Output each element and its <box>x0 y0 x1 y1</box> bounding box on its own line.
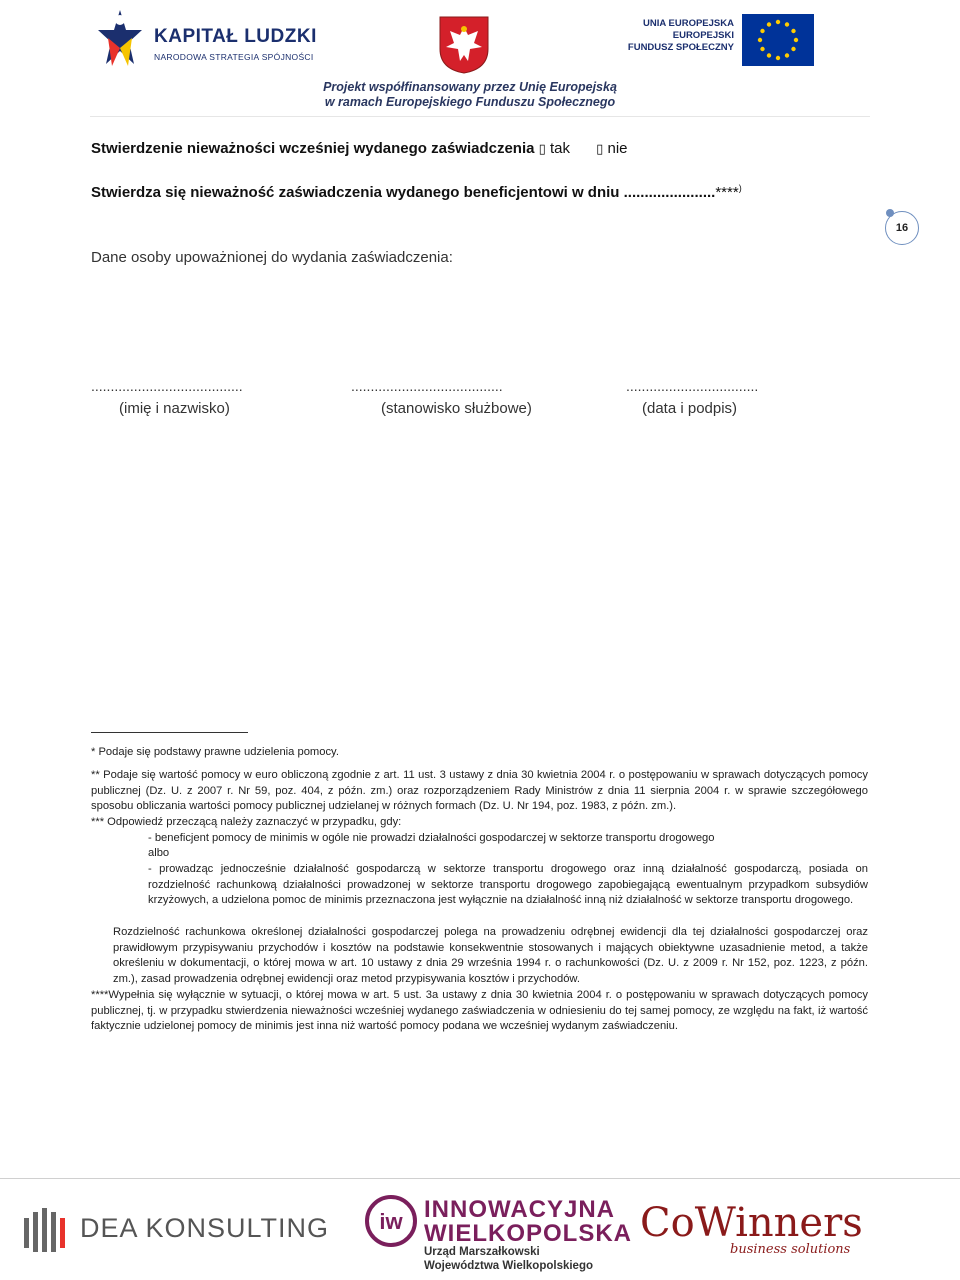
cofinancing-line1: Projekt współfinansowany przez Unię Europejską <box>323 80 617 94</box>
cofinancing-note <box>300 80 640 110</box>
authorized-person-label: Dane osoby upoważnionej do wydania zaświadczenia: <box>91 249 453 266</box>
page-number: 16 <box>885 211 919 245</box>
ue-line2: EUROPEJSKI <box>672 30 734 41</box>
dea-bars-icon <box>22 1204 74 1256</box>
date-signature-dotted-line: .................................. <box>626 378 759 394</box>
name-label: (imię i nazwisko) <box>119 400 230 417</box>
invalidity-statement-text: Stwierdzenie nieważności wcześniej wydanego zaświadczenia <box>91 140 535 157</box>
eu-flag-icon <box>742 14 814 66</box>
innowacyjna-wielkopolska-logo <box>364 1190 632 1274</box>
dea-konsulting-name: DEA KONSULTING <box>80 1213 330 1243</box>
checkbox-no[interactable]: ▯ <box>596 142 604 157</box>
header-divider <box>90 116 870 117</box>
invalidity-statement <box>91 140 628 157</box>
iw-sub-line2: Województwa Wielkopolskiego <box>424 1260 594 1272</box>
footer-divider <box>0 1178 960 1179</box>
kapital-ludzki-title: KAPITAŁ LUDZKI <box>154 26 317 47</box>
cofinancing-line2: w ramach Europejskiego Funduszu Społecznego <box>324 95 616 109</box>
footnote-2: ** Podaje się wartość pomocy w euro obliczoną zgodnie z art. 11 ust. 3 ustawy z dnia 30 kwietnia 2004 r. o postępowaniu w sprawach dotyczących pomocy publicznej (Dz. U. z 2007 r. Nr 59, poz. 404, z późn. zm.) oraz rozporządzeniem Rady Ministrów z dnia 11 sierpnia 2004 r. w sprawie szczegółowego sposobu obliczania wartości pomocy publicznej udzielanej w różnych formach (Dz. U. Nr 194, poz. 1983, z późn. zm.). <box>91 769 868 812</box>
footnote-4: ****Wypełnia się wyłącznie w sytuacji, o której mowa w art. 5 ust. 3a ustawy z dnia 30 kwietnia 2004 r. o postępowaniu w sprawach dotyczących pomocy publicznej, tj. w przypadku stwierdzenia nieważności wcześniej wydanego zaświadczenia w odniesieniu do tej samej pomocy, ze względu na fakt, iż wartość faktycznie udzielonej pomocy de minimis jest inna niż wartość pomocy podana we wcześniej wydanym zaświadczeniu. <box>91 989 868 1032</box>
kapital-ludzki-subtitle: NARODOWA STRATEGIA SPÓJNOŚCI <box>154 52 314 62</box>
checkbox-yes[interactable]: ▯ <box>538 142 546 157</box>
iw-circle-icon <box>364 1194 418 1248</box>
footnote-3-note: Rozdzielność rachunkowa określonej działalności gospodarczej polega na prowadzeniu odrębnej ewidencji dla tej działalności gospodarczej oraz prawidłowym przypisywaniu przychodów i kosztów na podstawie konsekwentnie stosowanych i mających obiektywne uzasadnienie metod, a także określeniu w dokumentacji, o której mowa w art. 10 ustawy z dnia 29 września 1994 r. o rachunkowości (Dz. U. z 2009 r. Nr 152, poz. 1223, z późn. zm.), zasad prowadzenia odrębnej ewidencji oraz metod przypisywania kosztów i przychodów. <box>113 926 868 985</box>
option-yes-label: tak <box>549 140 570 157</box>
option-no-label: nie <box>607 140 628 157</box>
footnote-1: * Podaje się podstawy prawne udzielenia pomocy. <box>91 746 339 758</box>
cowinners-logo <box>640 1190 870 1260</box>
position-label: (stanowisko służbowe) <box>381 400 532 417</box>
iw-line1: INNOWACYJNA <box>424 1196 616 1223</box>
date-signature-label: (data i podpis) <box>642 400 738 417</box>
cowinners-subtitle: business solutions <box>730 1242 851 1257</box>
wielkopolska-coat-of-arms-icon <box>438 15 490 75</box>
footnote-3-case-b: - prowadząc jednocześnie działalność gospodarczą w sektorze transportu drogowego oraz inną działalność gospodarczą, posiada on rozdzielność rachunkową działalności prowadzonej w sektorze transportu drogowego zapobiegającą ewentualnym przypadkom subsydiów krzyżowych, a udzielona pomoc de minimis przeznaczona jest wyłącznie na działalność inną niż działalność w sektorze transportu drogowego. <box>148 863 868 906</box>
iw-sub-line1: Urząd Marszałkowski <box>424 1246 540 1258</box>
svg-text:iw: iw <box>379 1209 403 1234</box>
footnote-3-or: albo <box>148 847 170 859</box>
position-dotted-line: ....................................... <box>351 378 503 394</box>
footnote-3-case-a: - beneficjent pomocy de minimis w ogóle nie prowadzi działalności gospodarczej w sektorze transportu drogowego <box>148 832 715 844</box>
footnote-3: *** Odpowiedź przeczącą należy zaznaczyć w przypadku, gdy: <box>91 816 402 828</box>
kapital-ludzki-star-icon <box>98 8 142 70</box>
dea-konsulting-logo <box>22 1200 330 1260</box>
ue-line1: UNIA EUROPEJSKA <box>643 18 734 29</box>
iw-line2: WIELKOPOLSKA <box>424 1220 632 1247</box>
ue-line3: FUNDUSZ SPOŁECZNY <box>627 42 734 53</box>
name-dotted-line: ....................................... <box>91 378 243 394</box>
footnote-separator <box>91 732 248 733</box>
ue-efs-logo <box>616 10 816 72</box>
kapital-ludzki-logo <box>98 8 317 78</box>
invalidity-declaration-text: Stwierdza się nieważność zaświadczenia wydanego beneficjentowi w dniu ...................... <box>91 184 716 201</box>
invalidity-declaration <box>91 183 742 201</box>
footnote-marker-paren: ) <box>738 183 742 193</box>
footnote-marker-4: **** <box>715 184 739 201</box>
cowinners-title: CoWinners <box>640 1200 863 1246</box>
